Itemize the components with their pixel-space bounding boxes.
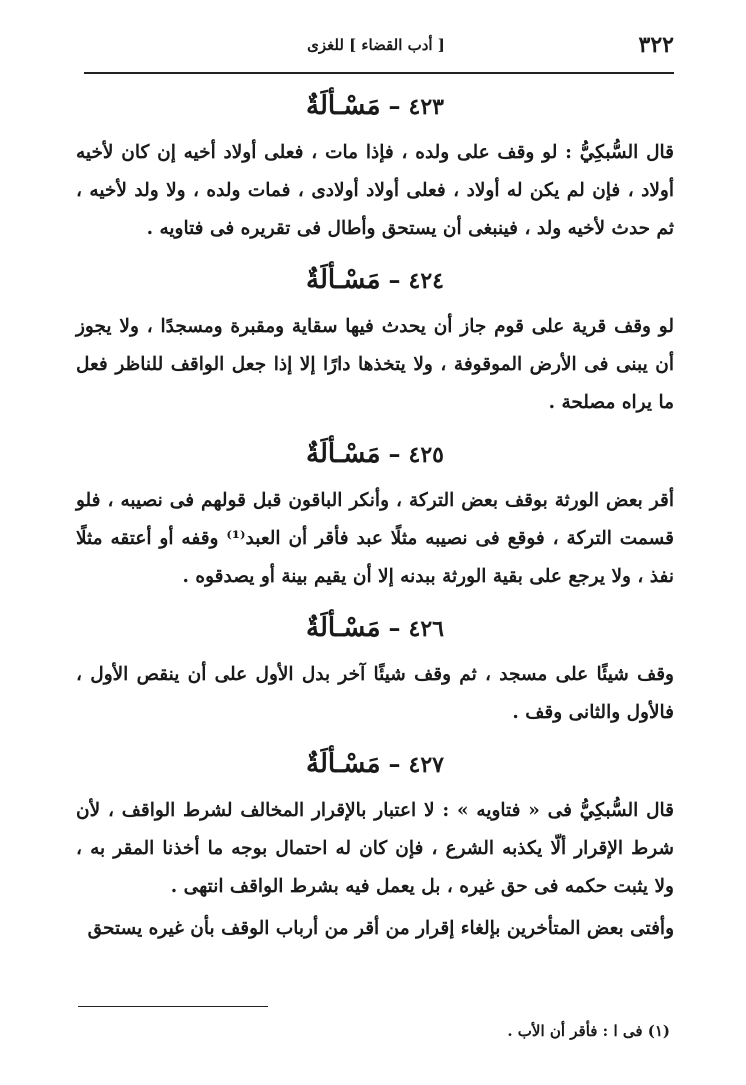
section-heading bbox=[76, 610, 674, 646]
section-number: ٤٢٤ bbox=[408, 268, 444, 294]
heading-dash: – bbox=[388, 749, 401, 778]
running-title: [ أدب القضاء ] للغزى bbox=[307, 36, 445, 54]
section-number: ٤٢٧ bbox=[408, 752, 444, 778]
section-paragraph: وأفتى بعض المتأخرين بإلغاء إقرار من أقر من أرباب الوقف بأن غيره يستحق bbox=[87, 918, 674, 939]
page-content bbox=[76, 88, 674, 962]
heading-dash: – bbox=[388, 439, 401, 468]
section-heading-word: مَسْـألَةٌ bbox=[306, 265, 381, 295]
section-heading bbox=[76, 746, 674, 782]
heading-dash: – bbox=[388, 613, 401, 642]
section-423 bbox=[76, 88, 674, 248]
section-424 bbox=[76, 262, 674, 422]
heading-dash: – bbox=[388, 91, 401, 120]
page-number: ٣٢٢ bbox=[638, 32, 674, 58]
section-number: ٤٢٦ bbox=[408, 616, 444, 642]
section-heading-word: مَسْـألَةٌ bbox=[306, 91, 381, 121]
heading-dash: – bbox=[388, 265, 401, 294]
footnote: (١) فى ا : فأقر أن الأب . bbox=[507, 1022, 670, 1040]
section-heading-word: مَسْـألَةٌ bbox=[306, 613, 381, 643]
section-heading-word: مَسْـألَةٌ bbox=[306, 749, 381, 779]
section-425 bbox=[76, 436, 674, 596]
section-number: ٤٢٥ bbox=[408, 442, 444, 468]
section-paragraph: قال السُّبكِيُّ فى « فتاويه » : لا اعتبار بالإقرار المخالف لشرط الواقف ، لأن شرط الإقرار ألّا يكذبه الشرع ، فإن كان له احتمال بوجه ما أخذنا المقر به ، ولا يثبت حكمه فى حق غيره ، بل يعمل فيه بشرط الواقف انتهى . bbox=[76, 800, 674, 897]
section-heading bbox=[76, 262, 674, 298]
section-paragraph: قال السُّبكِيُّ : لو وقف على ولده ، فإذا مات ، فعلى أولاد أخيه إن كان لأخيه أولاد ، فإن لم يكن له أولاد ، فعلى أولاد أولادى ، فمات ولده ، ولا ولد لأخيه ، ثم حدث لأخيه ولد ، فينبغى أن يستحق وأطال فى تقريره فى فتاويه . bbox=[76, 142, 674, 239]
section-number: ٤٢٣ bbox=[408, 94, 444, 120]
section-heading bbox=[76, 436, 674, 472]
section-paragraph: أقر بعض الورثة بوقف بعض التركة ، وأنكر الباقون قبل قولهم فى نصيبه ، فلو قسمت التركة ، فوقع فى نصيبه مثلًا عبد فأقر أن العبد⁽¹⁾ وقفه أو أعتقه مثلًا نفذ ، ولا يرجع على بقية الورثة ببدنه إلا أن يقيم بينة أو يصدقوه . bbox=[76, 490, 674, 587]
section-paragraph: وقف شيئًا على مسجد ، ثم وقف شيئًا آخر بدل الأول على أن ينقص الأول ، فالأول والثانى وقف . bbox=[76, 664, 674, 723]
section-paragraph: لو وقف قرية على قوم جاز أن يحدث فيها سقاية ومقبرة ومسجدًا ، ولا يجوز أن يبنى فى الأرض الموقوفة ، ولا يتخذها دارًا إلا إذا جعل الواقف للناظر فعل ما يراه مصلحة . bbox=[76, 316, 674, 413]
footnote-rule bbox=[78, 1006, 268, 1007]
header-rule bbox=[84, 72, 674, 74]
page-header bbox=[78, 30, 674, 66]
section-426 bbox=[76, 610, 674, 732]
section-427 bbox=[76, 746, 674, 948]
section-heading bbox=[76, 88, 674, 124]
section-heading-word: مَسْـألَةٌ bbox=[306, 439, 381, 469]
